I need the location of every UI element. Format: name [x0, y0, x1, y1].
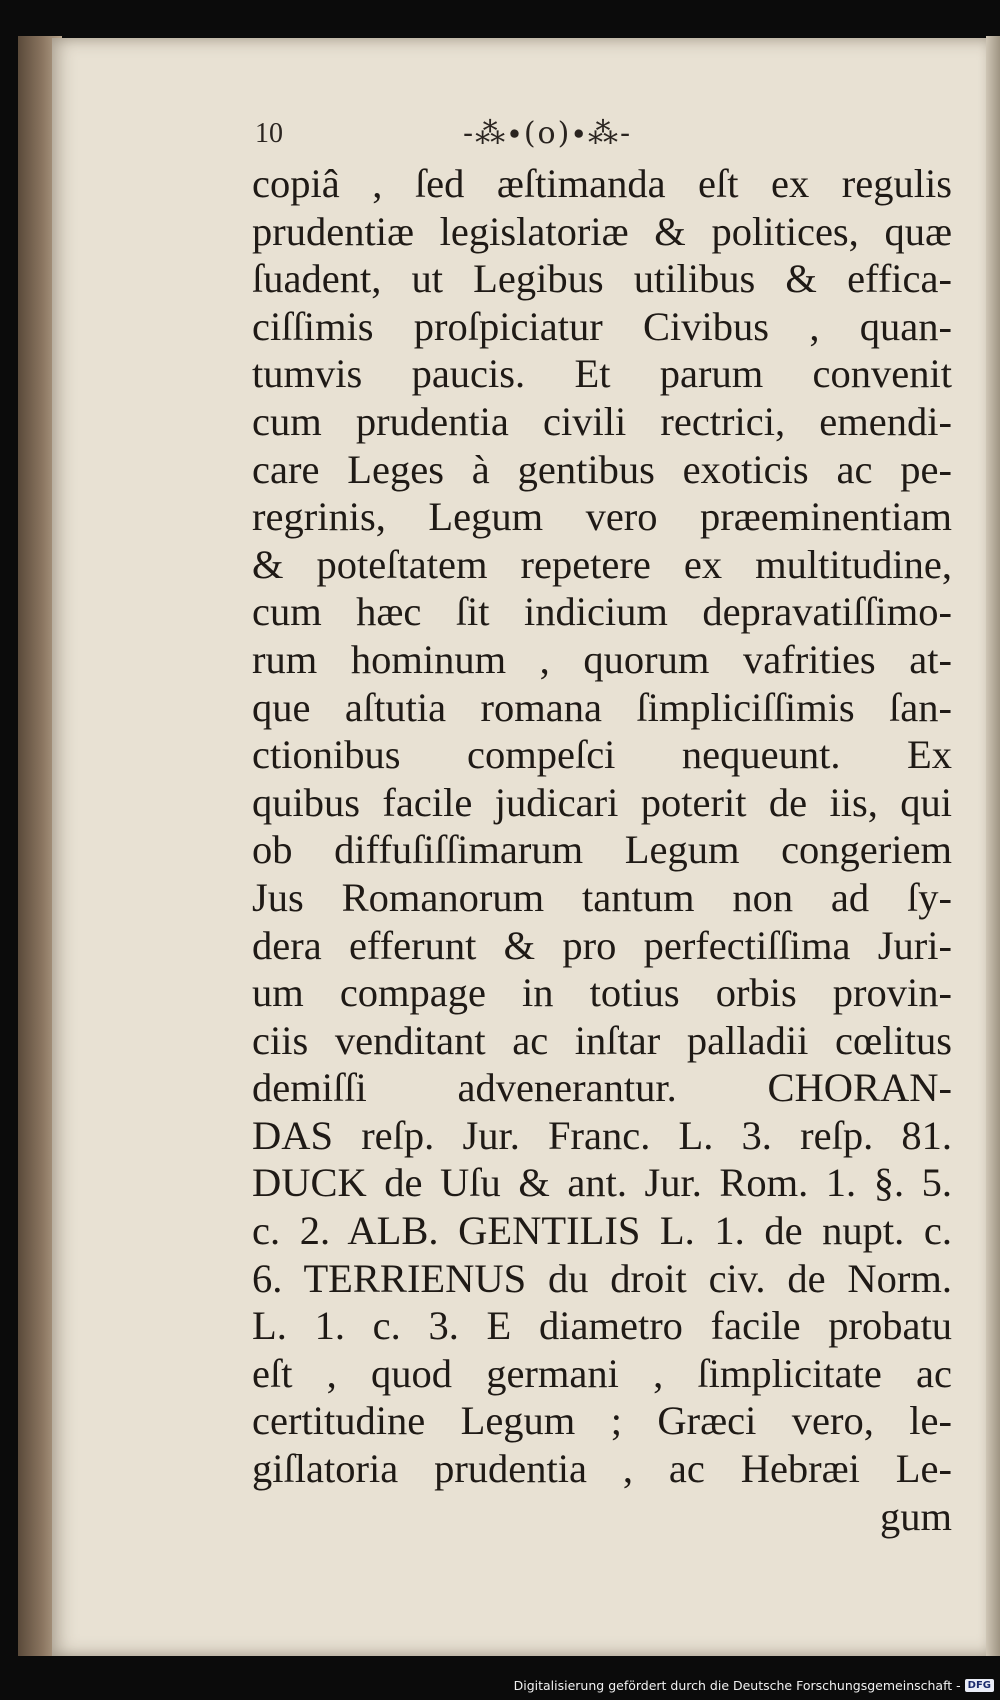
text-line: ciis venditant ac inſtar palladii cœlitus: [252, 1017, 952, 1063]
text-line: ſuadent, ut Legibus utilibus & effica-: [252, 256, 952, 302]
text-line: Jus Romanorum tantum non ad ſy-: [252, 874, 952, 920]
text-line: 6. TERRIENUS du droit civ. de Norm.: [252, 1255, 952, 1301]
dfg-logo: DFG: [965, 1679, 994, 1692]
page-right-edge: [986, 36, 1000, 1656]
text-line: giſlatoria prudentia , ac Hebræi Le-: [252, 1446, 952, 1492]
catchword: gum: [879, 1493, 952, 1539]
text-line: cum hæc ſit indicium depravatiſſimo-: [252, 589, 952, 635]
text-line: c. 2. ALB. GENTILIS L. 1. de nupt. c.: [252, 1208, 952, 1254]
header-ornament: -⁂∙(o)∙⁂-: [463, 116, 633, 151]
text-line: DAS reſp. Jur. Franc. L. 3. reſp. 81.: [252, 1112, 952, 1158]
text-line: ctionibus compeſci nequeunt. Ex: [252, 732, 952, 778]
text-line: copiâ , ſed æſtimanda eſt ex regulis: [252, 161, 952, 206]
digitization-footer: [514, 1674, 994, 1696]
text-line: care Leges à gentibus exoticis ac pe-: [252, 446, 952, 492]
page-number: 10: [255, 118, 283, 149]
text-line: prudentiæ legislatoriæ & politices, quæ: [252, 208, 952, 254]
text-line: & poteſtatem repetere ex multitudine,: [252, 541, 952, 587]
text-line: regrinis, Legum vero præeminentiam: [252, 494, 952, 540]
text-line: certitudine Legum ; Græci vero, le-: [252, 1398, 952, 1444]
text-line: ob diffuſiſſimarum Legum congeriem: [252, 827, 952, 873]
text-line: rum hominum , quorum vafrities at-: [252, 636, 952, 682]
text-line: quibus facile judicari poterit de iis, qui: [252, 779, 952, 825]
text-line: que aſtutia romana ſimpliciſſimis ſan-: [252, 684, 952, 730]
text-line: DUCK de Uſu & ant. Jur. Rom. 1. §. 5.: [252, 1160, 952, 1206]
text-line: demiſſi advenerantur. CHORAN-: [252, 1065, 952, 1111]
text-line: dera efferunt & pro perfectiſſima Juri-: [252, 922, 952, 968]
text-line: cum prudentia civili rectrici, emendi-: [252, 398, 952, 444]
text-line: eſt , quod germani , ſimplicitate ac: [252, 1350, 952, 1396]
text-line: L. 1. c. 3. E diametro facile probatu: [252, 1303, 952, 1349]
body-text: [252, 160, 952, 1540]
running-header: [255, 112, 895, 162]
funding-credit: Digitalisierung gefördert durch die Deutsche Forschungsgemeinschaft -: [513, 1677, 961, 1693]
text-line: tumvis paucis. Et parum convenit: [252, 351, 952, 397]
text-line: um compage in totius orbis provin-: [252, 970, 952, 1016]
text-line: ciſſimis proſpiciatur Civibus , quan-: [252, 303, 952, 349]
